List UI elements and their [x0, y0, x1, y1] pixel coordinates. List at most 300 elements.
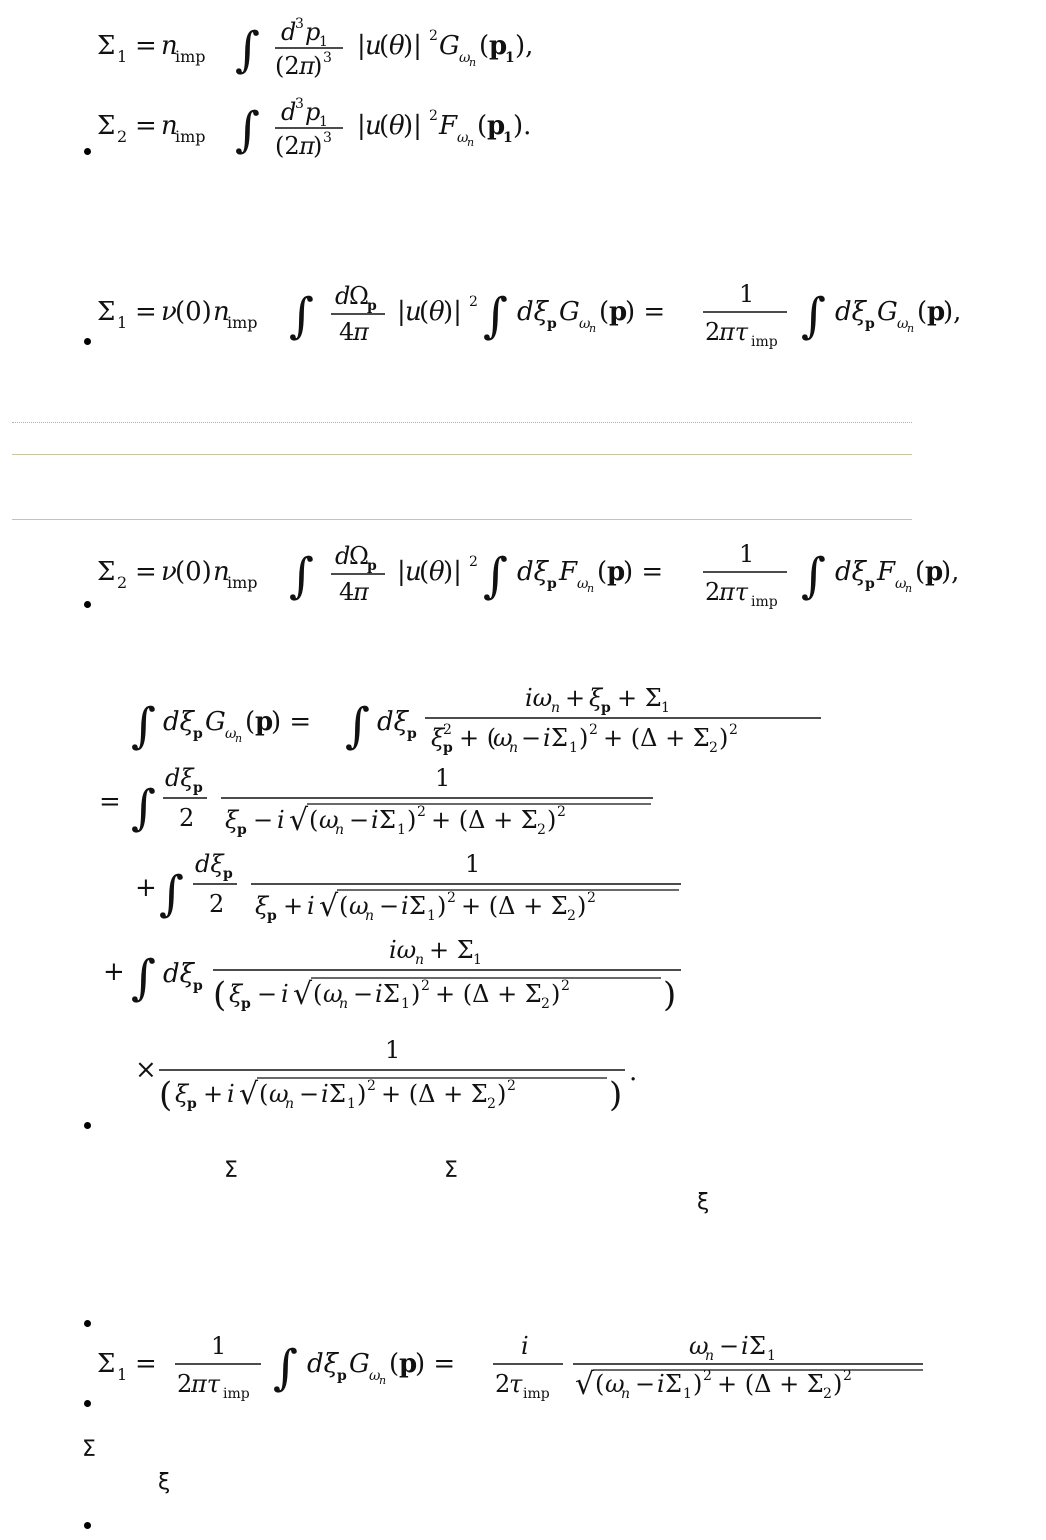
- svg-text:ξ: ξ: [255, 892, 269, 920]
- svg-text:p: p: [927, 297, 946, 327]
- svg-text:∫: ∫: [483, 548, 509, 604]
- equation-sigma1-angular: [95, 270, 995, 350]
- equation-green-function-integral: [95, 660, 855, 1140]
- svg-text:p: p: [223, 866, 233, 882]
- svg-text:ω: ω: [319, 806, 339, 834]
- svg-text:|: |: [397, 557, 406, 587]
- svg-text:3: 3: [323, 130, 332, 146]
- svg-text:θ: θ: [389, 111, 405, 141]
- svg-text:ξ: ξ: [431, 724, 445, 752]
- svg-text:) =: ) =: [271, 707, 312, 737]
- svg-text:p: p: [193, 978, 203, 994]
- svg-text:ω: ω: [897, 316, 909, 332]
- svg-text:dξ: dξ: [163, 959, 194, 989]
- svg-text:dξ: dξ: [517, 297, 548, 327]
- svg-text:imp: imp: [175, 127, 206, 146]
- svg-text:|: |: [397, 297, 406, 327]
- svg-text:Σ: Σ: [409, 892, 426, 920]
- svg-text:(: (: [595, 1370, 605, 1398]
- svg-text:1: 1: [117, 313, 128, 332]
- svg-text:G: G: [559, 297, 580, 327]
- svg-text:i: i: [307, 892, 315, 920]
- separator-line: [12, 454, 912, 455]
- svg-text:): ): [693, 1370, 703, 1398]
- svg-text:=: =: [135, 297, 157, 327]
- svg-text:n: n: [469, 56, 477, 69]
- svg-text:G: G: [205, 707, 226, 737]
- svg-text:p: p: [305, 18, 321, 46]
- svg-text:2: 2: [179, 804, 195, 832]
- svg-text:): ): [437, 892, 447, 920]
- svg-text:p: p: [487, 111, 506, 141]
- svg-text:∫: ∫: [131, 950, 157, 1006]
- svg-text:|: |: [357, 31, 366, 61]
- svg-text:(2: (2: [275, 52, 300, 80]
- svg-text:(: (: [479, 31, 490, 61]
- svg-text:∫: ∫: [273, 1340, 299, 1396]
- svg-text:ξ: ξ: [225, 806, 239, 834]
- svg-text:ω: ω: [577, 576, 589, 592]
- svg-text:1: 1: [347, 1096, 356, 1112]
- svg-text:(: (: [379, 111, 390, 141]
- svg-text:2: 2: [823, 1386, 832, 1402]
- svg-text:1: 1: [767, 1348, 776, 1364]
- svg-text:i: i: [543, 724, 551, 752]
- separator-line: [12, 519, 912, 520]
- svg-text:n: n: [705, 1348, 715, 1364]
- svg-text:(: (: [309, 806, 319, 834]
- svg-text:Σ: Σ: [329, 1080, 346, 1108]
- svg-text:n: n: [415, 952, 425, 968]
- svg-text:n: n: [379, 1374, 387, 1387]
- svg-text:=: =: [135, 1349, 157, 1379]
- svg-text:2: 2: [469, 554, 478, 570]
- svg-text:p: p: [925, 557, 944, 587]
- xi-symbol: ξ: [158, 1470, 171, 1495]
- list-bullet: [84, 1122, 91, 1129]
- svg-text:(: (: [419, 557, 430, 587]
- svg-text:πτ: πτ: [719, 578, 749, 606]
- svg-text:+ (Δ + Σ: + (Δ + Σ: [603, 724, 710, 752]
- svg-text:u: u: [365, 111, 382, 141]
- svg-text:∫: ∫: [235, 22, 261, 78]
- svg-text:d: d: [281, 98, 297, 126]
- svg-text:): ): [497, 1080, 507, 1108]
- svg-text:(: (: [915, 557, 926, 587]
- svg-text:n: n: [161, 111, 178, 141]
- svg-text:i: i: [277, 806, 285, 834]
- svg-text:),: ),: [943, 297, 962, 327]
- svg-text:ω: ω: [895, 576, 907, 592]
- equation-sigma2-angular: [95, 530, 995, 610]
- svg-text:): ): [411, 980, 421, 1008]
- svg-text:∫: ∫: [345, 698, 371, 754]
- svg-text:p: p: [607, 557, 626, 587]
- svg-text:): ): [547, 806, 557, 834]
- svg-text:∫: ∫: [131, 698, 157, 754]
- svg-text:imp: imp: [175, 47, 206, 66]
- svg-text:n: n: [161, 31, 178, 61]
- svg-text:|: |: [357, 111, 366, 141]
- svg-text:2: 2: [469, 294, 478, 310]
- svg-text:(: (: [245, 707, 256, 737]
- svg-text:1: 1: [739, 280, 755, 308]
- svg-text:√: √: [575, 1367, 595, 1402]
- svg-text:ω: ω: [369, 1368, 381, 1384]
- svg-text:),: ),: [941, 557, 960, 587]
- sigma-symbol: Σ: [444, 1158, 458, 1183]
- svg-text:+ (Δ + Σ: + (Δ + Σ: [435, 980, 542, 1008]
- svg-text:+ Σ: + Σ: [617, 684, 662, 712]
- svg-text:ν: ν: [161, 557, 177, 587]
- svg-text:+: +: [103, 957, 125, 987]
- svg-text:θ: θ: [429, 297, 445, 327]
- svg-text:3: 3: [295, 16, 304, 32]
- svg-text:)|: )|: [443, 297, 462, 327]
- svg-text:): ): [313, 132, 323, 160]
- svg-text:1: 1: [117, 47, 128, 66]
- svg-text:(: (: [259, 1080, 269, 1108]
- svg-text:+: +: [283, 892, 304, 920]
- svg-text:n: n: [907, 322, 915, 335]
- svg-text:(: (: [597, 557, 608, 587]
- svg-text:1: 1: [397, 822, 406, 838]
- svg-text:ω: ω: [459, 50, 471, 66]
- svg-text:n: n: [365, 908, 375, 924]
- svg-text:F: F: [559, 557, 578, 587]
- svg-text:d: d: [281, 18, 297, 46]
- svg-text:p: p: [255, 707, 274, 737]
- svg-text:√: √: [319, 889, 339, 924]
- svg-text:p: p: [237, 822, 247, 838]
- svg-text:πτ: πτ: [191, 1370, 221, 1398]
- svg-text:(: (: [313, 980, 323, 1008]
- svg-text:ω: ω: [323, 980, 343, 1008]
- svg-text:p: p: [609, 297, 628, 327]
- svg-text:(: (: [389, 1349, 400, 1379]
- svg-text:2: 2: [541, 996, 550, 1012]
- svg-text:2: 2: [729, 722, 738, 738]
- svg-text:×: ×: [135, 1055, 157, 1085]
- svg-text:2: 2: [705, 578, 721, 606]
- svg-text:) =: ) =: [625, 297, 666, 327]
- svg-text:−: −: [299, 1080, 320, 1108]
- list-bullet: [84, 1400, 91, 1407]
- svg-text:=: =: [99, 787, 121, 817]
- svg-text:imp: imp: [523, 1386, 550, 1402]
- svg-text:2: 2: [117, 573, 128, 592]
- svg-text:Σ: Σ: [665, 1370, 682, 1398]
- svg-text:∫: ∫: [483, 288, 509, 344]
- svg-text:p: p: [443, 740, 453, 756]
- svg-text:i: i: [375, 980, 383, 1008]
- svg-text:): ): [357, 1080, 367, 1108]
- svg-text:ω: ω: [689, 1332, 709, 1360]
- svg-text:1: 1: [319, 114, 328, 130]
- sigma-symbol: Σ: [82, 1437, 96, 1462]
- svg-text:dξ: dξ: [165, 764, 194, 792]
- svg-text:p: p: [267, 908, 277, 924]
- svg-text:θ: θ: [389, 31, 405, 61]
- svg-text:Σ: Σ: [551, 724, 568, 752]
- svg-text:2: 2: [417, 804, 426, 820]
- svg-text:∫: ∫: [801, 548, 827, 604]
- svg-text:): ): [719, 724, 729, 752]
- svg-text:+: +: [203, 1080, 224, 1108]
- svg-text:(: (: [917, 297, 928, 327]
- svg-text:1: 1: [683, 1386, 692, 1402]
- svg-text:√: √: [289, 803, 309, 838]
- svg-text:F: F: [877, 557, 896, 587]
- svg-text:1: 1: [117, 1365, 128, 1384]
- svg-text:2: 2: [209, 890, 225, 918]
- svg-text:ω: ω: [225, 726, 237, 742]
- svg-text:)|: )|: [403, 31, 422, 61]
- svg-text:ω: ω: [269, 1080, 289, 1108]
- svg-text:): ): [551, 980, 561, 1008]
- svg-text:2: 2: [843, 1368, 852, 1384]
- svg-text:p: p: [187, 1096, 197, 1112]
- svg-text:p: p: [367, 558, 377, 574]
- svg-text:−: −: [521, 724, 542, 752]
- svg-text:i: i: [321, 1080, 329, 1108]
- svg-text:2: 2: [507, 1078, 516, 1094]
- svg-text:ω: ω: [457, 130, 469, 146]
- svg-text:1: 1: [319, 34, 328, 50]
- svg-text:1: 1: [569, 740, 578, 756]
- svg-text:2: 2: [447, 890, 456, 906]
- svg-text:∫: ∫: [289, 288, 315, 344]
- svg-text:n: n: [339, 996, 349, 1012]
- svg-text:1: 1: [385, 1036, 401, 1064]
- svg-text:−: −: [379, 892, 400, 920]
- svg-text:i: i: [521, 1332, 529, 1360]
- svg-text:2: 2: [709, 740, 718, 756]
- svg-text:ω: ω: [605, 1370, 625, 1398]
- svg-text:n: n: [213, 297, 230, 327]
- svg-text:u: u: [405, 557, 422, 587]
- svg-text:Σ: Σ: [379, 806, 396, 834]
- svg-text:1: 1: [401, 996, 410, 1012]
- svg-text:u: u: [365, 31, 382, 61]
- svg-text:+ (: + (: [459, 724, 497, 752]
- svg-text:1: 1: [503, 130, 513, 146]
- svg-text:(: (: [339, 892, 349, 920]
- svg-text:2: 2: [443, 722, 452, 738]
- svg-text:+: +: [565, 684, 586, 712]
- svg-text:1: 1: [505, 50, 515, 66]
- svg-text:Σ: Σ: [749, 1332, 766, 1360]
- svg-text:): ): [407, 806, 417, 834]
- svg-text:dξ: dξ: [195, 850, 224, 878]
- sigma-symbol: Σ: [224, 1158, 238, 1183]
- svg-text:ν: ν: [161, 297, 177, 327]
- svg-text:1: 1: [473, 952, 482, 968]
- svg-text:−: −: [349, 806, 370, 834]
- svg-text:(: (: [159, 1075, 173, 1115]
- svg-text:Σ: Σ: [97, 31, 116, 61]
- svg-text:(0): (0): [175, 297, 212, 327]
- svg-text:i: i: [657, 1370, 665, 1398]
- svg-text:): ): [579, 724, 589, 752]
- svg-text:Σ: Σ: [97, 557, 116, 587]
- svg-text:(: (: [599, 297, 610, 327]
- svg-text:G: G: [877, 297, 898, 327]
- equation-sigma2-definition: [95, 90, 615, 160]
- svg-text:+ (Δ + Σ: + (Δ + Σ: [717, 1370, 824, 1398]
- svg-text:2: 2: [177, 1370, 193, 1398]
- svg-text:1: 1: [427, 908, 436, 924]
- svg-text:p: p: [489, 31, 508, 61]
- list-bullet: [84, 338, 91, 345]
- svg-text:i: i: [281, 980, 289, 1008]
- svg-text:1: 1: [661, 700, 670, 716]
- svg-text:)|: )|: [443, 557, 462, 587]
- svg-text:G: G: [349, 1349, 370, 1379]
- svg-text:): ): [833, 1370, 843, 1398]
- equation-sigma1-definition: [95, 10, 615, 80]
- svg-text:p: p: [305, 98, 321, 126]
- list-bullet: [84, 148, 91, 155]
- svg-text:)|: )|: [403, 111, 422, 141]
- svg-text:i: i: [741, 1332, 749, 1360]
- svg-text:ω: ω: [493, 724, 513, 752]
- svg-text:1: 1: [435, 764, 451, 792]
- svg-text:=: =: [135, 557, 157, 587]
- svg-text:π: π: [299, 52, 315, 80]
- svg-text:).: ).: [513, 111, 532, 141]
- svg-text:2: 2: [495, 1370, 511, 1398]
- svg-text:4: 4: [339, 318, 355, 346]
- svg-text:+ (Δ + Σ: + (Δ + Σ: [381, 1080, 488, 1108]
- svg-text:n: n: [551, 700, 561, 716]
- svg-text:2: 2: [587, 890, 596, 906]
- svg-text:π: π: [353, 578, 369, 606]
- svg-text:+ (Δ + Σ: + (Δ + Σ: [431, 806, 538, 834]
- svg-text:p: p: [241, 996, 251, 1012]
- svg-text:p: p: [547, 576, 557, 592]
- svg-text:2: 2: [567, 908, 576, 924]
- svg-text:(2: (2: [275, 132, 300, 160]
- svg-text:n: n: [285, 1096, 295, 1112]
- svg-text:p: p: [865, 576, 875, 592]
- svg-text:): ): [609, 1075, 623, 1115]
- svg-text:dξ: dξ: [835, 557, 866, 587]
- svg-text:∫: ∫: [131, 780, 157, 836]
- svg-text:π: π: [353, 318, 369, 346]
- svg-text:.: .: [629, 1057, 638, 1087]
- svg-text:ω: ω: [349, 892, 369, 920]
- svg-text:3: 3: [323, 50, 332, 66]
- svg-text:u: u: [405, 297, 422, 327]
- svg-text:2: 2: [561, 978, 570, 994]
- svg-text:Σ: Σ: [97, 111, 116, 141]
- svg-text:2: 2: [537, 822, 546, 838]
- svg-text:Ω: Ω: [349, 282, 369, 310]
- svg-text:dξ: dξ: [377, 707, 408, 737]
- svg-text:) =: ) =: [415, 1349, 456, 1379]
- svg-text:2: 2: [589, 722, 598, 738]
- svg-text:G: G: [439, 31, 460, 61]
- svg-text:p: p: [399, 1349, 418, 1379]
- svg-text:p: p: [367, 298, 377, 314]
- xi-symbol: ξ: [697, 1190, 710, 1215]
- svg-text:2: 2: [429, 28, 438, 44]
- svg-text:2: 2: [487, 1096, 496, 1112]
- svg-text:n: n: [587, 582, 595, 595]
- svg-text:i: i: [371, 806, 379, 834]
- svg-text:4: 4: [339, 578, 355, 606]
- list-bullet: [84, 1522, 91, 1529]
- svg-text:(: (: [379, 31, 390, 61]
- svg-text:p: p: [407, 726, 417, 742]
- svg-text:=: =: [135, 111, 157, 141]
- svg-text:d: d: [335, 282, 351, 310]
- svg-text:n: n: [213, 557, 230, 587]
- svg-text:): ): [663, 975, 677, 1015]
- svg-text:F: F: [439, 111, 458, 141]
- svg-text:iω: iω: [389, 936, 417, 964]
- svg-text:∫: ∫: [801, 288, 827, 344]
- svg-text:iω: iω: [525, 684, 553, 712]
- svg-text:2: 2: [557, 804, 566, 820]
- svg-text:(: (: [419, 297, 430, 327]
- svg-text:=: =: [135, 31, 157, 61]
- svg-text:n: n: [235, 732, 243, 745]
- svg-text:−: −: [253, 806, 274, 834]
- svg-text:n: n: [621, 1386, 631, 1402]
- svg-text:1: 1: [465, 850, 481, 878]
- svg-text:p: p: [337, 1368, 347, 1384]
- svg-text:−: −: [257, 980, 278, 1008]
- svg-text:1: 1: [739, 540, 755, 568]
- svg-text:dξ: dξ: [517, 557, 548, 587]
- svg-text:imp: imp: [227, 313, 258, 332]
- svg-text:2: 2: [421, 978, 430, 994]
- svg-text:Σ: Σ: [383, 980, 400, 1008]
- svg-text:−: −: [635, 1370, 656, 1398]
- svg-text:2: 2: [703, 1368, 712, 1384]
- equation-sigma1-result: [95, 1326, 935, 1406]
- svg-text:) =: ) =: [623, 557, 664, 587]
- svg-text:θ: θ: [429, 557, 445, 587]
- separator-dotted: [12, 422, 912, 423]
- svg-text:2: 2: [117, 127, 128, 146]
- svg-text:(: (: [213, 975, 227, 1015]
- svg-text:π: π: [299, 132, 315, 160]
- svg-text:n: n: [467, 136, 475, 149]
- svg-text:ω: ω: [579, 316, 591, 332]
- svg-text:2: 2: [705, 318, 721, 346]
- svg-text:imp: imp: [751, 334, 778, 350]
- svg-text:p: p: [193, 726, 203, 742]
- svg-text:+ (Δ + Σ: + (Δ + Σ: [461, 892, 568, 920]
- svg-text:1: 1: [211, 1332, 227, 1360]
- svg-text:d: d: [335, 542, 351, 570]
- svg-text:imp: imp: [223, 1386, 250, 1402]
- list-bullet: [84, 1320, 91, 1327]
- svg-text:ξ: ξ: [229, 980, 243, 1008]
- svg-text:n: n: [589, 322, 597, 335]
- svg-text:dξ: dξ: [835, 297, 866, 327]
- svg-text:−: −: [353, 980, 374, 1008]
- svg-text:√: √: [293, 977, 313, 1012]
- svg-text:dξ: dξ: [163, 707, 194, 737]
- svg-text:n: n: [509, 740, 519, 756]
- svg-text:∫: ∫: [235, 102, 261, 158]
- svg-text:): ): [577, 892, 587, 920]
- svg-text:p: p: [547, 316, 557, 332]
